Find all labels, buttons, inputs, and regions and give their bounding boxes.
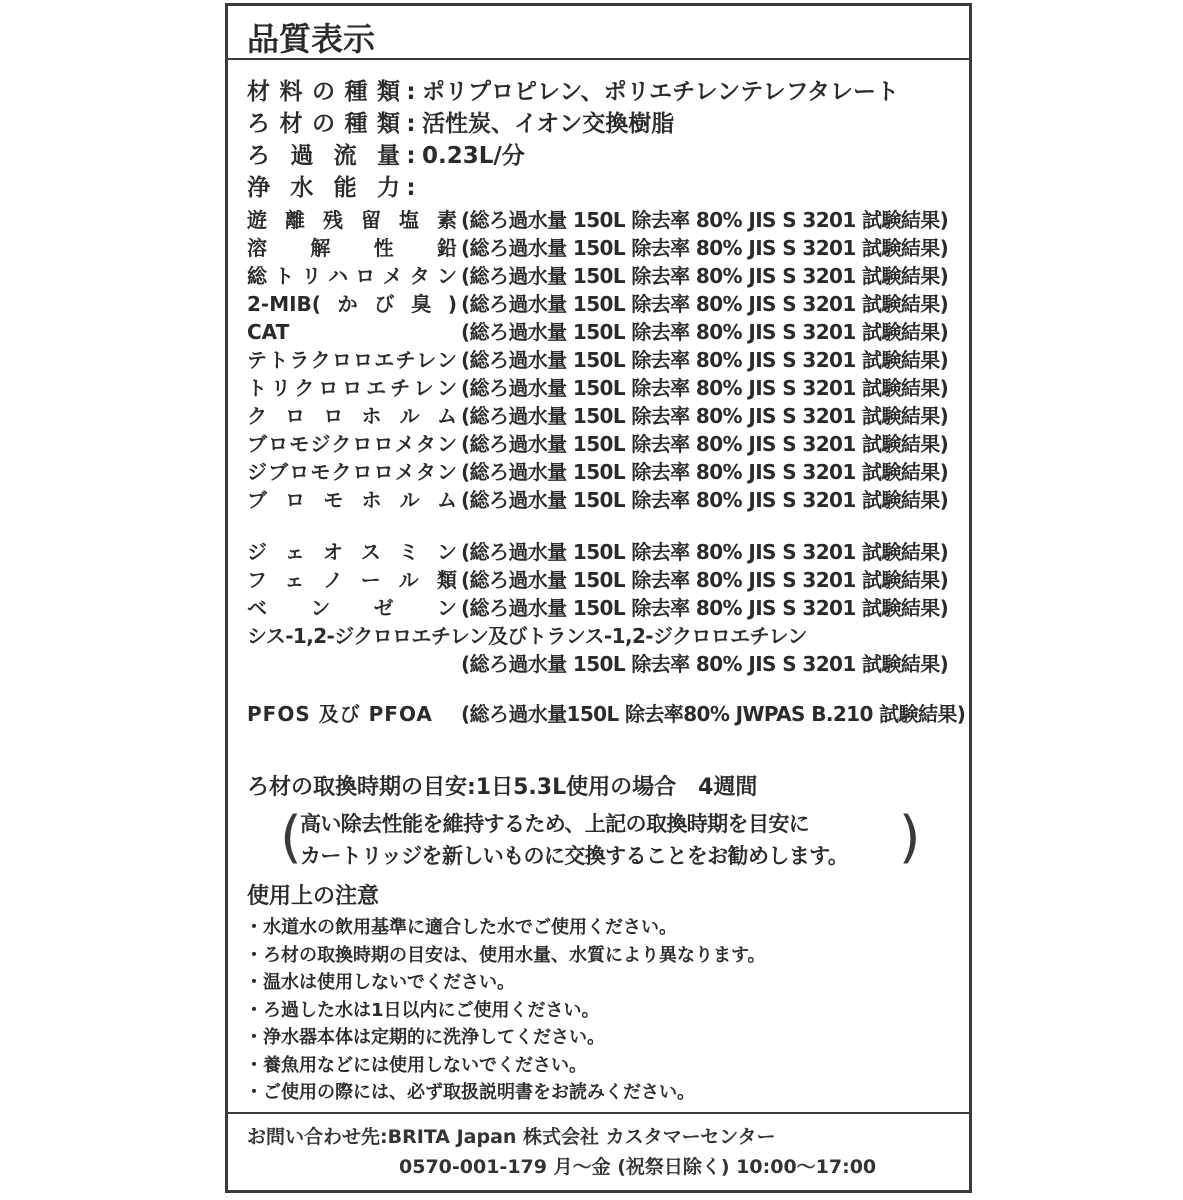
caution-list [245,914,766,1107]
substance-name: ブロモジクロロメタン [247,432,457,456]
caution-item: ・ご使用の際には、必ず取扱説明書をお読みください。 [245,1082,695,1103]
note-line: カートリッジを新しいものに交換することをお勧めします。 [300,844,849,868]
capacity-row [247,538,948,566]
test-result: (総ろ過水量 150L 除去率 80% JIS S 3201 試験結果) [461,488,949,512]
capacity-row [247,206,948,234]
spec-label: 浄水能力 [247,175,400,201]
spec-label: ろ材の種類 [247,111,400,137]
capacity-row [247,594,948,622]
quality-label-panel [225,3,972,1193]
test-result: (総ろ過水量 150L 除去率 80% JIS S 3201 試験結果) [461,540,949,564]
title-bar [228,6,969,60]
caution-title: 使用上の注意 [247,884,380,909]
spec-flow-rate [247,137,525,170]
substance-name: テトラクロロエチレン [247,348,457,372]
caution-item: ・ろ過した水は1日以内にご使用ください。 [245,999,600,1021]
capacity-row-pfos [247,700,965,728]
caution-item: ・養魚用などには使用しないでください。 [245,1054,587,1076]
contact-hours: 0570-001-179 月〜金 (祝祭日除く) 10:00〜17:00 [399,1156,877,1178]
spec-colon: : [406,111,416,137]
spec-label: 材料の種類 [247,79,400,105]
contact-footer [228,1112,969,1190]
test-result: (総ろ過水量 150L 除去率 80% JIS S 3201 試験結果) [461,264,949,288]
spec-value: 0.23L/分 [422,143,525,169]
substance-name: クロロホルム [247,404,457,428]
capacity-row [247,346,948,374]
note-text [300,808,848,872]
test-result: (総ろ過水量 150L 除去率 80% JIS S 3201 試験結果) [461,376,949,400]
substance-name: 溶解性鉛 [247,236,457,260]
caution-item: ・浄水器本体は定期的に洗浄してください。 [245,1027,605,1048]
test-result: (総ろ過水量 150L 除去率 80% JIS S 3201 試験結果) [461,596,949,620]
spec-colon: : [406,143,416,169]
test-result: (総ろ過水量 150L 除去率 80% JIS S 3201 試験結果) [461,320,949,344]
substance-name: フェノール類 [247,568,457,592]
substance-name: ジブロモクロロメタン [247,460,457,484]
caution-item: ・水道水の飲用基準に適合した水でご使用ください。 [245,917,677,938]
close-paren: ) [898,805,920,870]
replacement-guide: ろ材の取換時期の目安:1日5.3L使用の場合 4週間 [247,775,758,800]
test-result: (総ろ過水量 150L 除去率 80% JIS S 3201 試験結果) [461,568,949,592]
capacity-row [247,262,948,290]
capacity-row [247,374,948,402]
test-result: (総ろ過水量 150L 除去率 80% JIS S 3201 試験結果) [461,348,949,372]
capacity-row [247,290,948,318]
spec-value: ポリプロピレン、ポリエチレンテレフタレート [422,79,900,105]
spec-purification-capacity [247,169,422,202]
capacity-row [247,486,948,514]
test-result: (総ろ過水量 150L 除去率 80% JIS S 3201 試験結果) [461,208,949,232]
spec-filter-media [247,105,674,138]
test-result: (総ろ過水量150L 除去率80% JWPAS B.210 試験結果) [461,702,966,726]
spec-value: 活性炭、イオン交換樹脂 [422,111,675,137]
substance-name: ブロモホルム [247,488,457,512]
contact-info: お問い合わせ先:BRITA Japan 株式会社 カスタマーセンター [247,1126,776,1148]
test-result: (総ろ過水量 150L 除去率 80% JIS S 3201 試験結果) [461,460,949,484]
capacity-row [247,430,948,458]
spec-colon: : [406,79,416,105]
substance-name: 総トリハロメタン [247,264,457,288]
spec-label: ろ過流量 [247,143,400,169]
caution-item: ・ろ材の取換時期の目安は、使用水量、水質により異なります。 [245,944,766,966]
capacity-row [247,458,948,486]
replacement-note [280,806,920,874]
capacity-row-cis-trans-result [247,650,948,678]
substance-name: ジェオスミン [247,540,457,564]
page-title: 品質表示 [247,20,376,58]
substance-name: シス-1,2-ジクロロエチレン及びトランス-1,2-ジクロロエチレン [247,624,807,648]
test-result: (総ろ過水量 150L 除去率 80% JIS S 3201 試験結果) [461,292,949,316]
substance-name: PFOS 及び PFOA [247,702,433,726]
caution-item: ・温水は使用しないでください。 [245,972,515,993]
capacity-row-cis-trans [247,622,807,650]
test-result: (総ろ過水量 150L 除去率 80% JIS S 3201 試験結果) [461,404,949,428]
capacity-row [247,402,948,430]
capacity-row [247,234,948,262]
open-paren: ( [280,805,302,870]
substance-name: トリクロロエチレン [247,376,457,400]
spec-material [247,73,899,106]
substance-name: CAT [247,320,290,344]
capacity-row [247,318,948,346]
substance-name: ベンゼン [247,596,457,620]
test-result: (総ろ過水量 150L 除去率 80% JIS S 3201 試験結果) [461,652,949,676]
test-result: (総ろ過水量 150L 除去率 80% JIS S 3201 試験結果) [461,236,949,260]
spec-colon: : [406,175,416,201]
substance-name: 遊離残留塩素 [247,208,457,232]
substance-name: 2-MIB(かび臭) [247,292,457,316]
test-result: (総ろ過水量 150L 除去率 80% JIS S 3201 試験結果) [461,432,949,456]
capacity-row [247,566,948,594]
note-line: 高い除去性能を維持するため、上記の取換時期を目安に [300,812,810,836]
